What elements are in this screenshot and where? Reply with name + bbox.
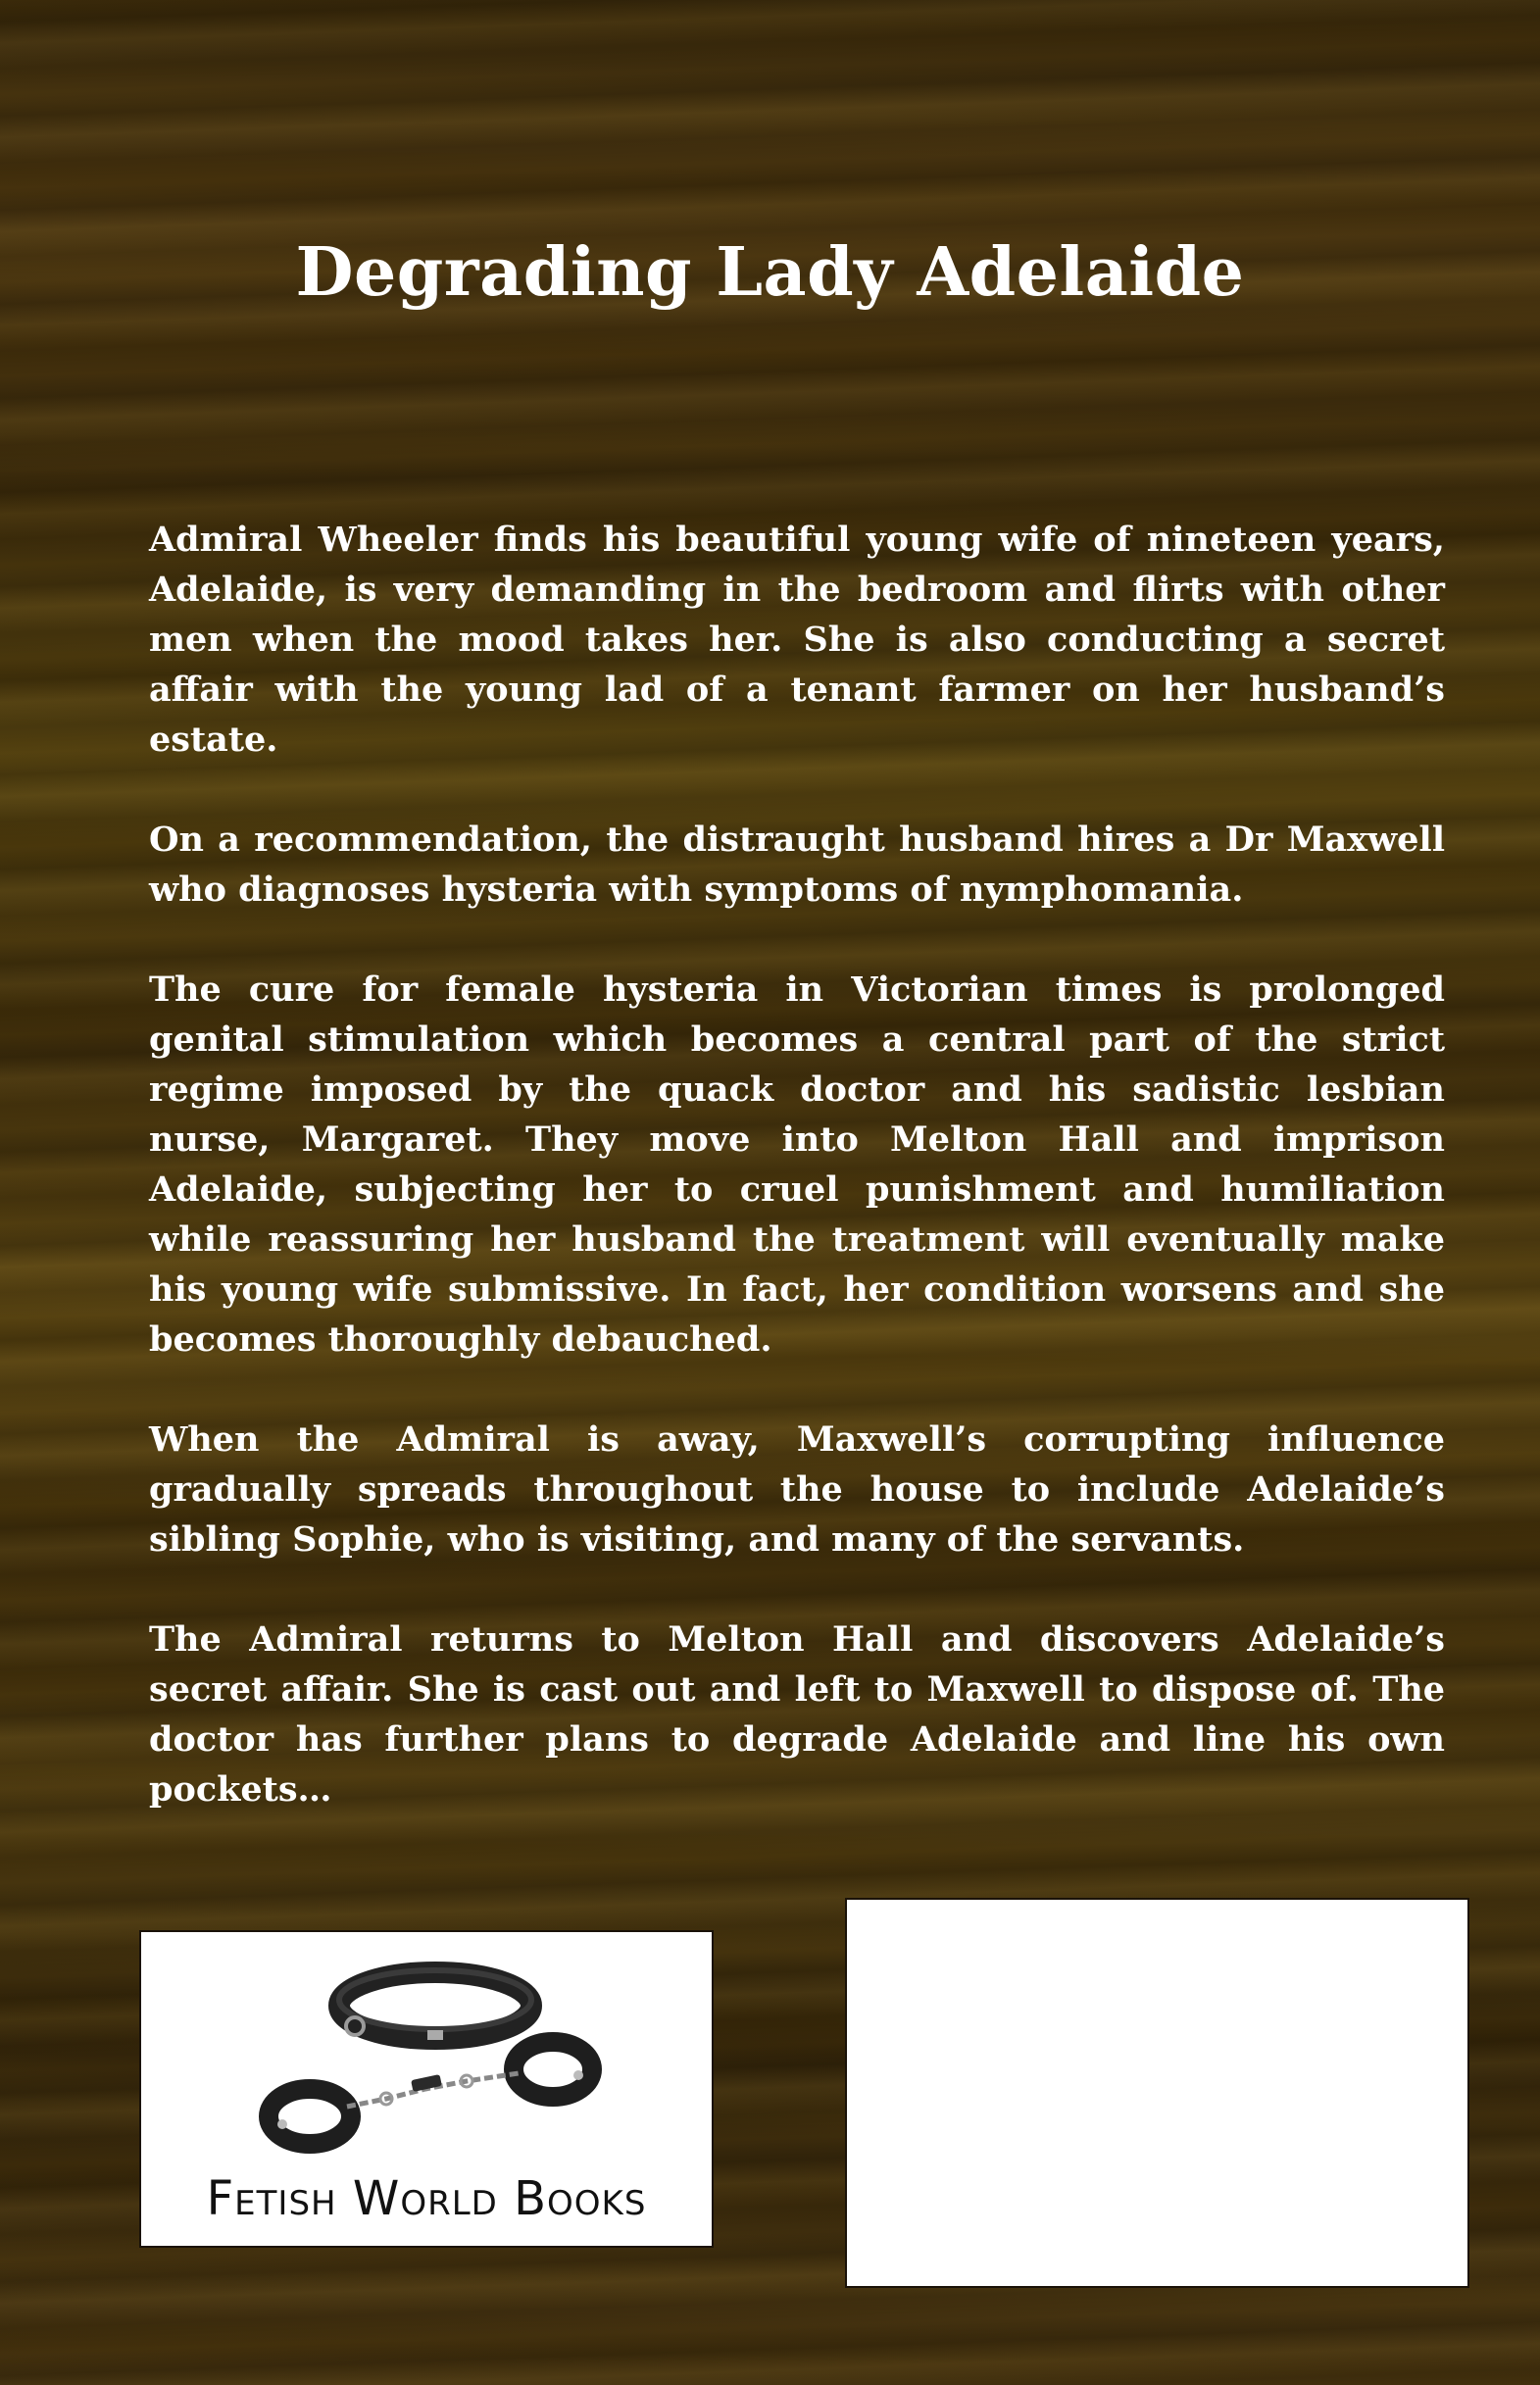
blurb-paragraph: The Admiral returns to Melton Hall and discovers Adelaide’s secret affair. She is cast out and left to Maxwell to dispose of. The doctor has further plans to degrade Adelaide and line his own pockets…: [149, 1619, 1445, 1810]
book-title: Degrading Lady Adelaide: [295, 233, 1245, 312]
book-blurb: [149, 515, 1445, 1864]
publisher-name: Fetish World Books: [206, 2171, 647, 2226]
cuffs-and-collar-icon: [239, 1952, 621, 2158]
blurb-paragraph: Admiral Wheeler finds his beautiful young wife of nineteen years, Adelaide, is very demanding in the bedroom and flirts with other men when the mood takes her. She is also conducting a secret affair with the young lad of a tenant farmer on her husband’s estate.: [149, 520, 1445, 760]
blurb-paragraph: The cure for female hysteria in Victorian times is prolonged genital stimulation which becomes a central part of the strict regime imposed by the quack doctor and his sadistic lesbian nurse, Margaret. They move into Melton Hall and imprison Adelaide, subjecting her to cruel punishment and humiliation while reassuring her husband the treatment will eventually make his young wife submissive. In fact, her condition worsens and she becomes thoroughly debauched.: [149, 969, 1445, 1360]
barcode-area: [845, 1898, 1469, 2288]
publisher-logo: [139, 1930, 714, 2248]
blurb-paragraph: On a recommendation, the distraught husband hires a Dr Maxwell who diagnoses hysteria with symptoms of nymphomania.: [149, 820, 1445, 910]
blurb-paragraph: When the Admiral is away, Maxwell’s corrupting influence gradually spreads throughout the house to include Adelaide’s sibling Sophie, who is visiting, and many of the servants.: [149, 1419, 1445, 1560]
